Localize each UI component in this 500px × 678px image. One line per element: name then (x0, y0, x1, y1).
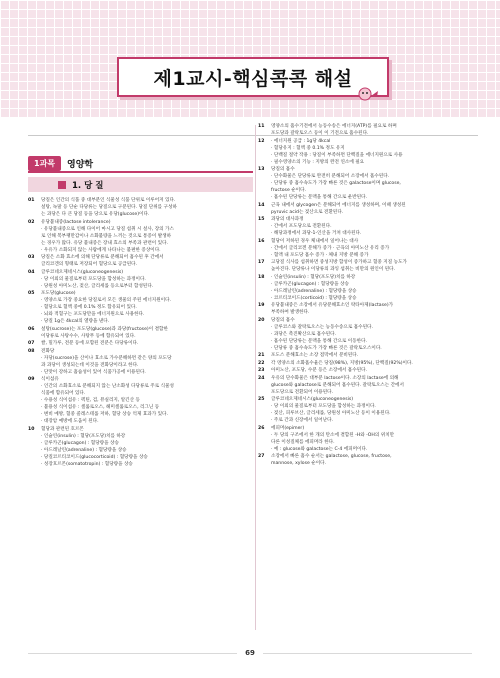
answer-item (258, 259, 480, 273)
answer-text (41, 426, 253, 468)
answer-line: · 당질코르티코이드(glucocorticoid) : 혈당량을 상승 (41, 454, 148, 460)
page-title: 제1교시-핵심콕콕 해설 (153, 67, 353, 90)
answer-number: 21 (258, 353, 265, 358)
answer-text (271, 360, 480, 367)
answer-line: 다른 이성질체를 에피머라 한다. (271, 439, 335, 445)
answer-line: · 젖산, 피루브산, 글리세롤, 당원성 아미노산 등이 이용된다. (271, 411, 391, 416)
answer-text (271, 138, 480, 166)
answer-item (28, 426, 253, 468)
subheading-bar (28, 177, 253, 192)
answer-text (41, 340, 253, 347)
answer-line: · 해당과정에서 과당-1-인산을 거쳐 대사된다. (271, 231, 362, 236)
answer-line: · 당질 1g은 4kcal의 열량을 낸다. (41, 319, 110, 324)
answer-number: 02 (28, 219, 35, 225)
answer-item (28, 326, 253, 340)
answer-line: · 당원성 아미노산, 젖산, 글리세롤 등으로부터 합성된다. (41, 283, 154, 289)
answer-text (41, 376, 253, 425)
answer-text (41, 290, 253, 325)
section-underline (28, 171, 253, 173)
section-number: 1과목 (28, 156, 61, 171)
answer-line: 설탕(sucrose)는 포도당(glucose)과 과당(fructose)이 결합한 (41, 326, 168, 332)
title-box (117, 57, 389, 97)
answer-item (28, 269, 253, 290)
answer-line: 아미노산, 포도당, 수분 등은 소장에서 흡수된다. (271, 368, 367, 373)
answer-line: 당질의 흡수 (271, 317, 295, 323)
answer-text (271, 123, 480, 137)
column-divider (255, 125, 256, 630)
answer-text (41, 269, 253, 290)
answer-number: 10 (28, 426, 35, 432)
answer-item (258, 138, 480, 166)
answer-line: 소장에서 빠른 흡수 순서는 galactose, glucose, fructose, (271, 454, 392, 459)
answer-text (271, 396, 480, 424)
answer-number: 25 (258, 397, 265, 402)
answer-text (41, 254, 253, 268)
answer-item (258, 367, 480, 374)
section-name: 영양학 (67, 159, 94, 170)
answer-line: 당질은 소화 효소에 의해 단당류로 분해되어 흡수된 후 간에서 (41, 255, 164, 260)
answer-item (258, 360, 480, 367)
answer-number: 17 (258, 260, 265, 265)
answer-line: · 단수화물은 단당류로 완전히 분해되어 소장에서 흡수된다. (271, 174, 390, 179)
answer-line: · 간에서 글리코겐 분해가 증가 · 근육의 아미노산 유리 증가 (271, 245, 390, 251)
answer-item (28, 348, 253, 376)
answer-text (271, 166, 480, 201)
section-tag (28, 155, 93, 171)
answer-text (271, 259, 480, 273)
answer-line: · 에너지원 공급 : 1g당 4kcal (271, 138, 331, 144)
answer-number: 06 (28, 326, 35, 332)
answer-line: 혈당과 관련된 호르몬 (41, 426, 84, 432)
answer-line: · 대장암 예방에 도움이 된다. (41, 419, 99, 424)
answer-line: · 수용성 식이섬유 : 펙틴, 검, 뮤실리지, 알긴산 등 (41, 398, 140, 403)
answer-line: 는 과당은 다 큰 당질 등을 당으로 유당(glucose)이다. (41, 212, 150, 217)
answer-line: · 혈당으로 혈액 중에 0.1% 정도 함유되어 있다. (41, 305, 137, 310)
answer-number: 08 (28, 348, 35, 354)
answer-number: 13 (258, 167, 265, 172)
answer-item (258, 302, 480, 316)
answer-line: · 아드레날린(adrenaline) : 혈당량을 상승 (271, 288, 357, 294)
answer-line: 근육 내에서 glycogen은 분해되어 에너지를 생성하며, 이때 생성된 (271, 202, 406, 208)
answer-item (258, 317, 480, 352)
answer-line: 혈당이 저하된 경우 체내에서 일어나는 대사 (271, 238, 359, 244)
answer-item (28, 340, 253, 347)
answer-number: 23 (258, 368, 265, 373)
answer-item (258, 453, 480, 467)
answer-text (271, 453, 480, 467)
answer-number: 03 (28, 255, 35, 260)
answer-line: 쌀, 밀가루, 전분 등에 포함된 전분은 다당류이다. (41, 341, 139, 346)
answer-line: · 불용성 식이섬유 : 셀룰로오스, 헤미셀룰로오스, 리그닌 등 (41, 405, 160, 410)
answer-line: 영양소의 흡수기전에서 능동수송은 에너지(ATP)를 필요로 하며 (271, 124, 397, 129)
answer-line: pyruvic acid는 젖산으로 전환된다. (271, 209, 344, 215)
answer-line: · 흡수된 단당류는 문맥을 통해 간으로 이동한다. (271, 338, 367, 344)
answer-number: 14 (258, 202, 265, 208)
answer-line: 유당불내증은 소장에서 유당분해효소인 락타아제(lactase)가 (271, 303, 394, 308)
answer-line: · 단맛이 강하고 흡습성이 있어 식품가공에 이용된다. (41, 369, 146, 375)
answer-line: glucose와 galactose로 분해되어 흡수된다. 갈락토오스는 간에서 (271, 382, 404, 388)
answer-item (258, 352, 480, 359)
answer-number: 22 (258, 360, 265, 366)
answer-line: · 우유가 소화되지 않는 사람에게 나타나는 불편한 증상이다. (41, 247, 161, 253)
answer-line: · 성장호르몬(somatotropin) : 혈당량을 상승 (41, 461, 133, 467)
answer-text (41, 348, 253, 376)
answer-text (41, 219, 253, 254)
answer-item (258, 274, 480, 302)
answer-text (271, 375, 480, 396)
answer-line: 당질의 흡수 (271, 167, 295, 172)
answer-line: 우유의 단수화물은 대부분 lactose이다. 소장의 lactase에 의해 (271, 375, 399, 381)
answer-line: · 코르티코이드(corticoid) : 혈당량을 상승 (271, 295, 357, 301)
answer-number: 19 (258, 303, 265, 308)
answer-text (271, 317, 480, 352)
answer-line: · 글루코스와 갈락토오스는 능동수송으로 흡수된다. (271, 324, 373, 330)
answer-line: 는 경우가 많다. 유당 불내증은 장내 효소의 부족과 관련이 있다. (41, 240, 169, 246)
answer-item (28, 197, 253, 218)
answer-number: 04 (28, 269, 35, 275)
answer-line: · 글루카곤(glucagon) : 혈당량을 상승 (41, 440, 119, 446)
answer-item (28, 219, 253, 254)
answer-item (28, 290, 253, 325)
answer-line: 식품에 함유되어 있다. (41, 391, 86, 396)
answer-text (271, 202, 480, 216)
answer-item (28, 254, 253, 268)
answer-line: · 필수영양소의 기능 : 지방의 완전 연소에 필요 (271, 159, 365, 165)
answer-line: · 혈액 내 포도당 흡수 증가 · 체내 지방 분해 증가 (271, 252, 369, 258)
answer-item (258, 425, 480, 453)
answer-line: · 당 이외의 물질로부터 포도당을 합성하는 과정이다. (271, 404, 376, 409)
answer-item (258, 396, 480, 424)
answer-line: 각 영양소의 소화흡수율은 당질(98%), 지방(95%), 단백질(92%)이다. (271, 360, 413, 366)
answer-line: · 혈당유지 : 혈액 중 0.1% 정도 유지 (271, 145, 345, 151)
answer-line: 포도스 분해효소는 소장 점막에서 분비된다. (271, 353, 359, 358)
answer-text (271, 367, 480, 374)
answer-line: · 인슐린(insulin) : 혈당(포도당)치를 하강 (41, 433, 126, 439)
answer-line: · 과당은 촉진확산으로 흡수된다. (271, 331, 336, 337)
answer-text (271, 238, 480, 259)
answer-text (41, 197, 253, 218)
answer-line: · 영양소로 가장 중요한 당질로서 모든 생물의 주된 에너지원이다. (41, 298, 171, 303)
answer-text (41, 326, 253, 340)
answer-line: 포도당으로 전환되어 이용된다. (271, 389, 334, 395)
answer-line: 글리코겐의 형태로 저장되어 혈당으로 공급된다. (41, 262, 138, 267)
answer-line: · 단백질 절약 작용 : 당질이 부족하면 단백질을 에너지원으로 사용 (271, 152, 403, 158)
answer-line: mannose, xylose 순이다. (271, 461, 327, 466)
answer-line: · 아드레날린(adrenaline) : 혈당량을 상승 (41, 447, 127, 453)
answer-line: · 흡수된 단당류는 문맥을 통해 간으로 운반된다. (271, 195, 367, 200)
answer-line: · 단당류 중 흡수속도가 가장 빠른 것은 갈락토오스이다. (271, 345, 382, 351)
answer-item (258, 238, 480, 259)
answer-number: 15 (258, 217, 265, 222)
answer-number: 20 (258, 317, 265, 323)
answer-line: · 뇌와 적혈구는 포도당만을 에너지원으로 사용한다. (41, 312, 145, 317)
answer-line: 식이섬유 (41, 377, 59, 382)
answer-number: 12 (258, 138, 265, 144)
answer-number: 24 (258, 375, 265, 381)
answer-line: · 주로 간과 신장에서 일어난다. (271, 418, 334, 423)
answer-number: 16 (258, 238, 265, 244)
answer-line: 로 인해 복부팽만감이나 소화불량을 느끼는 것으로 통증이 발생하 (41, 233, 172, 239)
answer-number: 07 (28, 341, 35, 346)
answer-text (271, 216, 480, 237)
answer-item (28, 376, 253, 425)
answer-line: · 자당(sucrose)을 산이나 효소로 가수분해하면 같은 양의 포도당 (41, 355, 172, 361)
answer-line: · 당 이외의 물질로부터 포도당을 합성하는 과정이다. (41, 276, 146, 282)
answer-line: 포도당(glucose) (41, 291, 76, 296)
answer-number: 26 (258, 425, 265, 431)
answer-line: · 인간의 소화효소로 분해되지 않는 난소화성 다당류로 주로 식물성 (41, 384, 174, 389)
answer-line: · 두 당의 구조에서 한 개의 탄소에 결합된 -H와 -OH의 위치만 (271, 432, 395, 438)
answer-text (271, 352, 480, 359)
answer-line: 글루코네오제네시스(gluconeogenesis) (41, 269, 124, 275)
answer-line: 포도당과 갈락토오스 등이 이 기전으로 흡수된다. (271, 131, 369, 136)
answer-line: · 인슐린(insulin) : 혈당(포도당)치를 하강 (271, 274, 356, 280)
answer-number: 05 (28, 291, 35, 296)
answer-number: 11 (258, 124, 265, 129)
answer-text (271, 425, 480, 453)
answer-line: 에피머(epimer) (271, 425, 305, 431)
page-number-box (210, 646, 290, 660)
left-column (28, 197, 253, 632)
subheading-marker-icon (58, 181, 66, 189)
answer-text (271, 302, 480, 316)
answer-line: 설탕, 녹말 등 단순 다당류는 당질으로 구분된다. 당질 단위를 구성하 (41, 205, 177, 210)
answer-line: 과 과당이 생성되는데 이것을 전화당이라고 한다. (41, 362, 139, 368)
answer-line: 부족하여 발생한다. (271, 310, 310, 315)
answer-line: · 단당류 중 흡수속도가 가장 빠른 것은 galactose이며 glucose, (271, 181, 401, 186)
right-column (258, 123, 480, 632)
answer-item (258, 216, 480, 237)
mascot-icon (357, 85, 379, 103)
answer-line: 당질은 인간의 식품 중 대부분인 식물성 식품 단위로 이루어져 있다. (41, 198, 176, 203)
answer-line: · 글루카곤(glucagon) : 혈당량을 상승 (271, 281, 349, 287)
answer-line: · 변비 예방, 혈중 콜레스테롤 저하, 혈당 상승 억제 효과가 있다. (41, 412, 168, 417)
answer-number: 09 (28, 377, 35, 382)
answer-line: · 간에서 포도당으로 전환된다. (271, 224, 332, 229)
answer-line: 글루코네오제네시스(gluconeogenesis) (271, 397, 354, 402)
answer-item (258, 375, 480, 396)
subheading: 1. 당 질 (72, 180, 104, 191)
answer-line: 고당질 식사를 섭취하면 중성지방 합성이 증가하고 혈중 지질 농도가 (271, 260, 407, 265)
answer-line: · 유당불내증으로 인해 다이어 마시고 당질 섭취 시 설사, 장의 가스 (41, 226, 174, 232)
answer-line: 전화당 (41, 348, 55, 354)
answer-number: 18 (258, 274, 265, 280)
answer-line: fructose 순이다. (271, 188, 307, 193)
answer-item (258, 166, 480, 201)
answer-item (258, 202, 480, 216)
answer-number: 27 (258, 454, 265, 459)
answer-item (258, 123, 480, 137)
answer-text (271, 274, 480, 302)
answer-line: 높아진다. 단당류나 이당류의 과잉 섭취는 비만의 원인이 된다. (271, 267, 396, 272)
page-number: 69 (237, 649, 263, 657)
answer-line: 이당류로 사탕수수, 사탕무 등에 함유되어 있다. (41, 333, 136, 339)
answer-line: 과당의 대사과정 (271, 217, 304, 222)
answer-line: · 예 : glucose와 galactose는 C-4 에피머이다. (271, 446, 368, 452)
answer-line: 유당불내증(lactose intolerance) (41, 219, 111, 225)
answer-number: 01 (28, 198, 35, 203)
